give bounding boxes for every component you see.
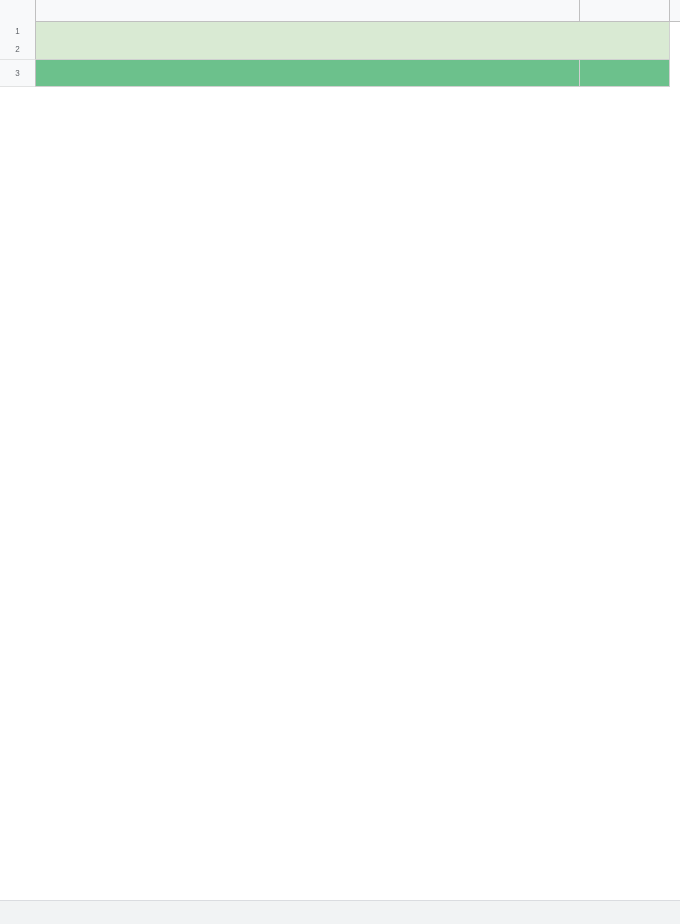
column-header-b[interactable]: [580, 0, 670, 22]
column-header-bar: [0, 0, 680, 22]
sheet-title[interactable]: [36, 22, 670, 60]
title-row: [0, 22, 680, 60]
row-number-3[interactable]: 3: [0, 60, 36, 87]
column-header-a[interactable]: [36, 0, 580, 22]
row-number-1-2[interactable]: 1 2: [0, 22, 36, 60]
items-header[interactable]: [36, 60, 580, 87]
header-row: [0, 60, 680, 87]
pass-fail-header[interactable]: [580, 60, 670, 87]
select-all-corner[interactable]: [0, 0, 36, 22]
sheet-tab-bar: [0, 900, 680, 924]
